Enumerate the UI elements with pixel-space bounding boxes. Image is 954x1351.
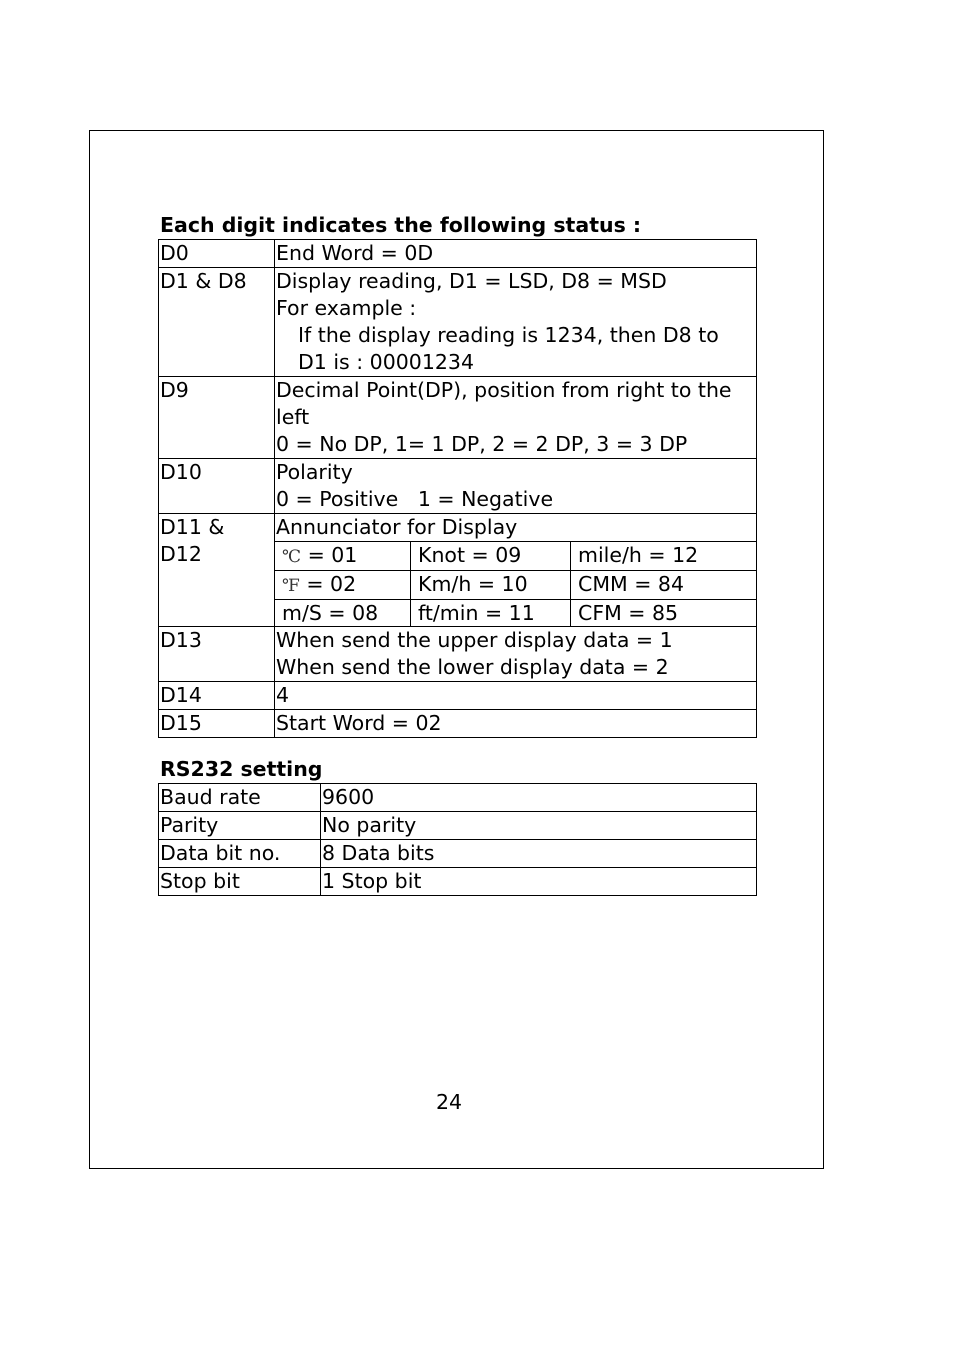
- table-row: [159, 840, 757, 868]
- digit-description: Start Word = 02: [275, 710, 757, 738]
- annunciator-code: Knot = 09: [411, 542, 571, 571]
- annunciator-value: = 02: [306, 572, 357, 596]
- digit-code: D14: [159, 682, 275, 710]
- description-line: Display reading, D1 = LSD, D8 = MSD: [276, 269, 667, 293]
- setting-value: 1 Stop bit: [321, 868, 757, 896]
- annunciator-code: ft/min = 11: [411, 600, 571, 627]
- digit-code: D10: [159, 459, 275, 514]
- description-line: When send the lower display data = 2: [276, 655, 669, 679]
- status-heading: Each digit indicates the following status :: [160, 213, 642, 237]
- setting-name: Data bit no.: [159, 840, 321, 868]
- digit-description: [275, 627, 757, 682]
- annunciator-code: CMM = 84: [571, 571, 757, 600]
- description-line: For example :: [276, 296, 417, 320]
- annunciator-code: [275, 542, 411, 571]
- annunciator-table: [275, 541, 756, 626]
- table-row: [159, 268, 757, 377]
- annunciator-code: CFM = 85: [571, 600, 757, 627]
- annunciator-code: Km/h = 10: [411, 571, 571, 600]
- description-line: Decimal Point(DP), position from right to the: [276, 378, 732, 402]
- description-line: Polarity: [276, 460, 353, 484]
- annunciator-code: m/S = 08: [275, 600, 411, 627]
- table-row: [159, 377, 757, 459]
- digit-code: D1 & D8: [159, 268, 275, 377]
- annunciator-value: = 01: [307, 543, 358, 567]
- table-row: [275, 542, 756, 571]
- annunciator-title: Annunciator for Display: [276, 515, 518, 539]
- digit-description: 4: [275, 682, 757, 710]
- digit-code: D0: [159, 240, 275, 268]
- rs232-table: [158, 783, 757, 896]
- fahrenheit-icon: ℉: [282, 576, 300, 596]
- table-row: [159, 459, 757, 514]
- table-row: [159, 240, 757, 268]
- setting-value: 8 Data bits: [321, 840, 757, 868]
- setting-name: Baud rate: [159, 784, 321, 812]
- code-line: D12: [160, 542, 202, 566]
- annunciator-code: [275, 571, 411, 600]
- digit-description: End Word = 0D: [275, 240, 757, 268]
- table-row: [159, 682, 757, 710]
- setting-name: Parity: [159, 812, 321, 840]
- table-row: [159, 627, 757, 682]
- status-table: [158, 239, 757, 738]
- setting-value: 9600: [321, 784, 757, 812]
- setting-value: No parity: [321, 812, 757, 840]
- digit-code: D13: [159, 627, 275, 682]
- description-line: left: [276, 405, 310, 429]
- code-line: D11 &: [160, 515, 225, 539]
- annunciator-code: mile/h = 12: [571, 542, 757, 571]
- table-row: [159, 868, 757, 896]
- celsius-icon: ℃: [282, 547, 302, 567]
- table-row: [275, 571, 756, 600]
- digit-description: [275, 377, 757, 459]
- table-row: [159, 812, 757, 840]
- rs232-heading: RS232 setting: [160, 757, 323, 781]
- digit-description: [275, 459, 757, 514]
- digit-description: [275, 268, 757, 377]
- description-line: When send the upper display data = 1: [276, 628, 673, 652]
- table-row: [159, 514, 757, 627]
- setting-name: Stop bit: [159, 868, 321, 896]
- table-row: [159, 710, 757, 738]
- page-number: 24: [436, 1090, 463, 1114]
- description-line: D1 is : 00001234: [298, 350, 475, 374]
- table-row: [275, 600, 756, 627]
- description-line: 0 = No DP, 1= 1 DP, 2 = 2 DP, 3 = 3 DP: [276, 432, 688, 456]
- table-row: [159, 784, 757, 812]
- digit-code: [159, 514, 275, 627]
- description-line: If the display reading is 1234, then D8 to: [298, 323, 719, 347]
- description-line: 0 = Positive 1 = Negative: [276, 487, 554, 511]
- digit-code: D9: [159, 377, 275, 459]
- annunciator-cell: [275, 514, 757, 627]
- digit-code: D15: [159, 710, 275, 738]
